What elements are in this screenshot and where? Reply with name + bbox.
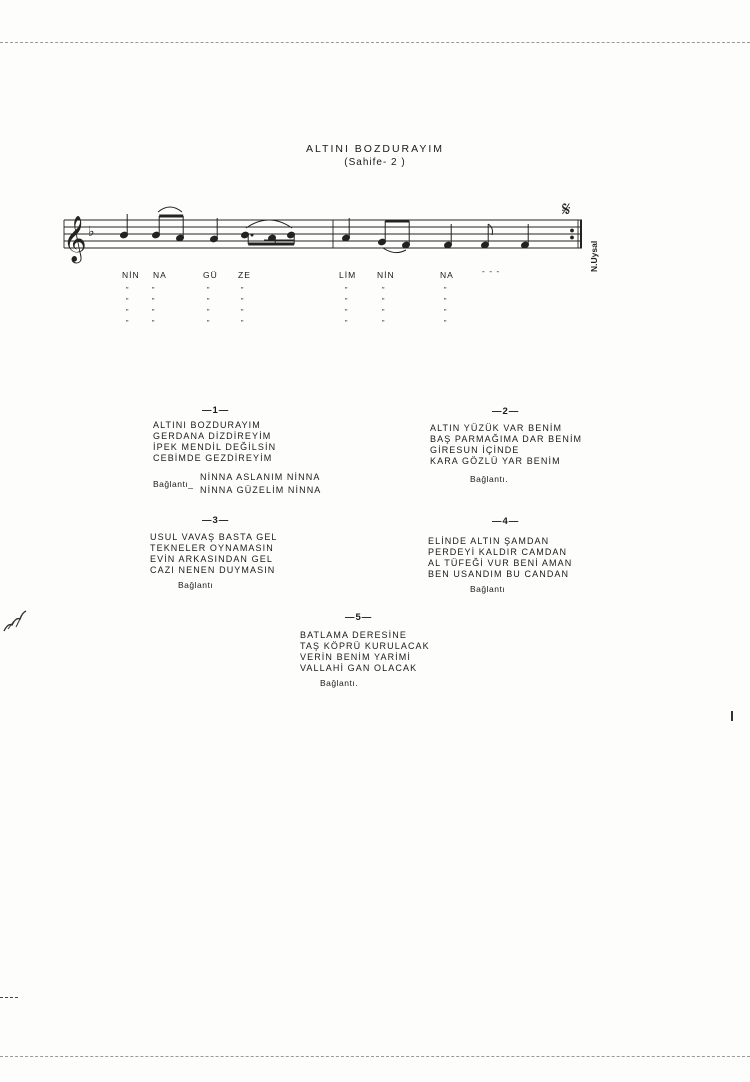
page-subtitle: (Sahife- 2 ) bbox=[344, 157, 406, 168]
verse-number: —2— bbox=[492, 406, 520, 417]
composer-credit: N.Uysal bbox=[589, 240, 599, 272]
verse-number: —3— bbox=[202, 515, 230, 526]
margin-scribble bbox=[2, 605, 28, 635]
refrain-label: Bağlantı. bbox=[320, 678, 359, 688]
verse-4 bbox=[428, 536, 572, 580]
refrain bbox=[200, 472, 321, 496]
lyric-syllable: NA bbox=[153, 270, 167, 280]
verse-line: USUL VAVAŞ BASTA GEL bbox=[150, 532, 278, 542]
verse-3 bbox=[150, 532, 278, 576]
verse-line: ALTIN YÜZÜK VAR BENİM bbox=[430, 423, 563, 433]
lyric-syllable: LİM bbox=[339, 270, 357, 280]
verse-5 bbox=[300, 630, 430, 674]
lyric-syllable: GÜ bbox=[203, 270, 218, 280]
verse-line: ALTINI BOZDURAYIM bbox=[153, 420, 261, 430]
verse-line: ELİNDE ALTIN ŞAMDAN bbox=[428, 536, 550, 546]
lyric-syllable: NİN bbox=[122, 270, 140, 280]
verse-line: VERİN BENİM YARİMİ bbox=[300, 652, 411, 662]
refrain-label: Bağlantı bbox=[470, 584, 506, 594]
verse-line: KARA GÖZLÜ YAR BENİM bbox=[430, 456, 561, 466]
flat-icon: ♭ bbox=[88, 224, 95, 240]
segno-icon: 𝄋 bbox=[562, 197, 571, 221]
verse-number: —4— bbox=[492, 516, 520, 527]
verse-line: PERDEYİ KALDIR CAMDAN bbox=[428, 547, 568, 557]
verse-line: EVİN ARKASINDAN GEL bbox=[150, 554, 273, 564]
refrain-label: Bağlantı_ bbox=[153, 479, 194, 489]
verse-line: GERDANA DİZDİREYİM bbox=[153, 431, 272, 441]
verse-line: TEKNELER OYNAMASIN bbox=[150, 543, 274, 553]
verse-line: VALLAHİ GAN OLACAK bbox=[300, 663, 418, 673]
treble-clef-icon: 𝄞 bbox=[63, 216, 87, 262]
verse-2 bbox=[430, 423, 582, 467]
lyric-continuation: - - - bbox=[482, 266, 501, 276]
verse-line: AL TÜFEĞİ VUR BENİ AMAN bbox=[428, 558, 573, 568]
refrain-line: NİNNA ASLANIM NİNNA bbox=[200, 472, 321, 482]
bottom-rule bbox=[0, 1056, 750, 1057]
lyric-syllable: NİN bbox=[377, 270, 395, 280]
verse-number: —1— bbox=[202, 405, 230, 416]
refrain-label: Bağlantı. bbox=[470, 474, 509, 484]
verse-line: BAŞ PARMAĞIMA DAR BENİM bbox=[430, 434, 583, 444]
lyric-syllable: NA bbox=[440, 270, 454, 280]
margin-dash bbox=[0, 997, 18, 998]
verse-line: GİRESUN İÇİNDE bbox=[430, 445, 520, 455]
refrain-label: Bağlantı bbox=[178, 580, 214, 590]
page-title: ALTINI BOZDURAYIM bbox=[305, 143, 445, 155]
verse-line: TAŞ KÖPRÜ KURULACAK bbox=[300, 641, 430, 651]
top-rule bbox=[0, 42, 750, 43]
verse-line: CEBİMDE GEZDİREYİM bbox=[153, 453, 273, 463]
verse-1 bbox=[153, 420, 276, 464]
music-staff bbox=[0, 190, 750, 280]
verse-line: İPEK MENDİL DEĞİLSİN bbox=[153, 442, 277, 452]
lyric-syllable: ZE bbox=[238, 270, 251, 280]
verse-line: BEN USANDIM BU CANDAN bbox=[428, 569, 570, 579]
repeat-dot bbox=[571, 229, 574, 232]
verse-number: —5— bbox=[345, 612, 373, 623]
verse-line: CAZI NENEN DUYMASIN bbox=[150, 565, 276, 575]
refrain-line: NİNNA GÜZELİM NİNNA bbox=[200, 485, 322, 495]
repeat-dot bbox=[571, 236, 574, 239]
margin-mark bbox=[731, 711, 733, 721]
verse-line: BATLAMA DERESİNE bbox=[300, 630, 407, 640]
